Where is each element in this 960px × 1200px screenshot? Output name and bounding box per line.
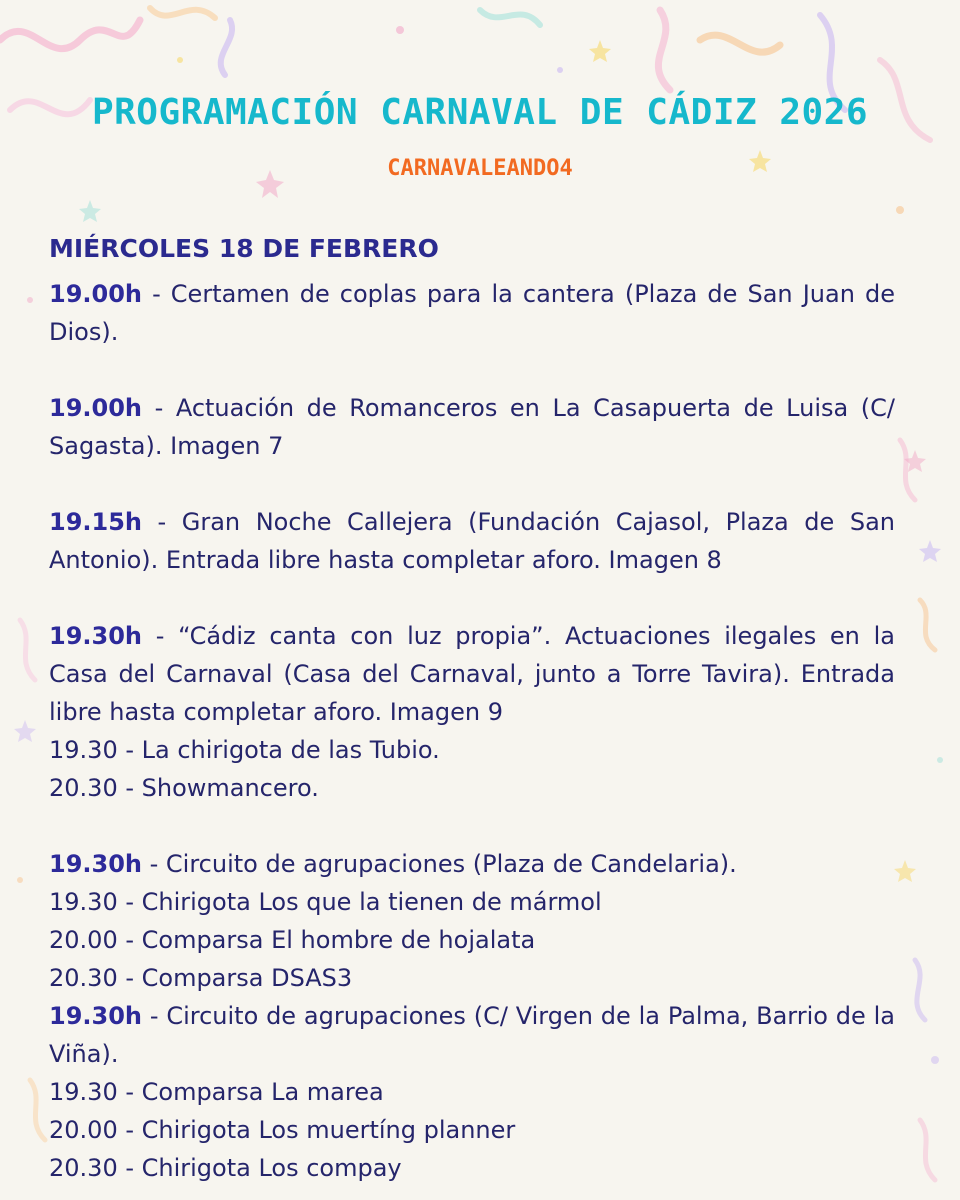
event-description: - Circuito de agrupaciones (C/ Virgen de la Palma, Barrio de la Viña). [49,1002,895,1068]
event-item [49,845,895,883]
event-time: 19.00h [49,394,142,422]
event-time: 19.30h [49,850,142,878]
performance-line: 19.30 - Chirigota Los que la tienen de mármol [49,888,602,916]
subtitle: CARNAVALEANDO4 [387,156,573,181]
event-item [49,503,895,579]
event-time: 19.30h [49,1002,142,1030]
performance-line: 20.00 - Comparsa El hombre de hojalata [49,926,536,954]
performance-line: 19.30 - La chirigota de las Tubio. [49,736,440,764]
event-time: 19.15h [49,508,142,536]
performance-line: 20.30 - Chirigota Los compay [49,1154,402,1182]
event-time: 19.00h [49,280,142,308]
event-item [49,275,895,351]
day-heading: MIÉRCOLES 18 DE FEBRERO [49,234,439,263]
event-description: - Circuito de agrupaciones (Plaza de Candelaria). [142,850,737,878]
performance-line: 19.30 - Comparsa La marea [49,1078,384,1106]
event-description: - Certamen de coplas para la cantera (Plaza de San Juan de Dios). [49,280,895,346]
page-title: PROGRAMACIÓN CARNAVAL DE CÁDIZ 2026 [91,92,869,133]
event-description: - Actuación de Romanceros en La Casapuerta de Luisa (C/ Sagasta). Imagen 7 [49,394,895,460]
event-item [49,389,895,465]
event-time: 19.30h [49,622,142,650]
event-item [49,997,895,1073]
event-item [49,617,895,731]
performance-line: 20.30 - Comparsa DSAS3 [49,964,353,992]
performance-line: 20.00 - Chirigota Los muertíng planner [49,1116,516,1144]
event-description: - “Cádiz canta con luz propia”. Actuaciones ilegales en la Casa del Carnaval (Casa del Carnaval, junto a Torre Tavira). Entrada libre hasta completar aforo. Imagen 9 [49,622,895,726]
event-list [49,275,895,1187]
event-description: - Gran Noche Callejera (Fundación Cajasol, Plaza de San Antonio). Entrada libre hasta completar aforo. Imagen 8 [49,508,895,574]
performance-line: 20.30 - Showmancero. [49,774,319,802]
